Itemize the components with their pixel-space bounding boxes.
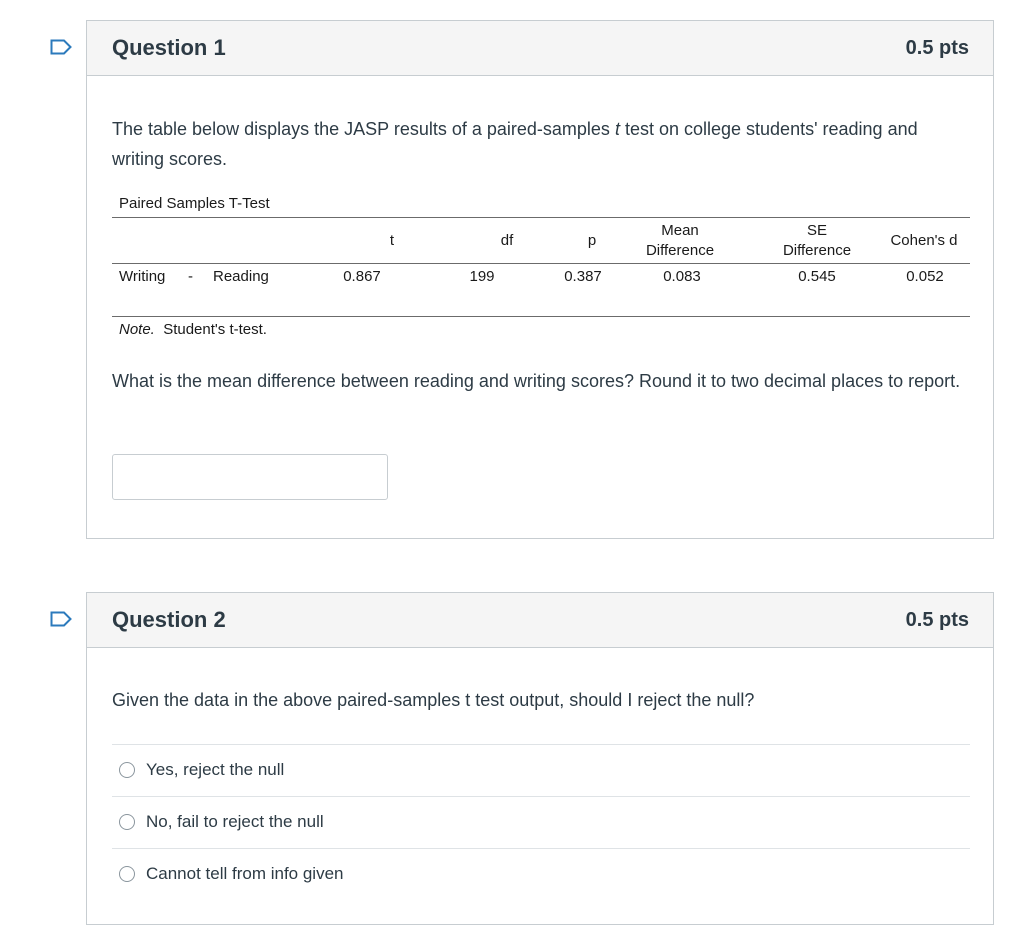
row-t-value: 0.867: [343, 268, 381, 285]
option-divider: [112, 848, 970, 849]
question-1-prompt: What is the mean difference between reading and writing scores? Round it to two decimal places to report.: [112, 371, 961, 391]
question-1-title: Question 1: [112, 35, 226, 60]
flag-question-icon[interactable]: [50, 39, 72, 55]
radio-button[interactable]: [119, 866, 135, 882]
row-variable-1: Writing: [119, 268, 166, 285]
question-1-text: The table below displays the JASP results of a paired-samples t test on college students' reading and writing scores.: [112, 119, 918, 169]
row-cohens-d: 0.052: [906, 268, 944, 285]
header-df: df: [500, 232, 514, 249]
row-separator: -: [188, 268, 193, 285]
question-2-header: [87, 593, 993, 648]
row-p-value: 0.387: [564, 268, 602, 285]
table-title: Paired Samples T-Test: [119, 195, 270, 212]
header-t: t: [389, 232, 395, 249]
radio-button[interactable]: [119, 762, 135, 778]
option-label: Cannot tell from info given: [146, 864, 344, 883]
table-top-rule: [112, 217, 970, 218]
flag-question-icon[interactable]: [50, 611, 72, 627]
row-mean-difference: 0.083: [663, 268, 701, 285]
row-se-difference: 0.545: [798, 268, 836, 285]
option-divider: [112, 796, 970, 797]
row-variable-2: Reading: [213, 268, 269, 285]
header-p: p: [587, 232, 597, 249]
question-1-card: [86, 20, 994, 539]
row-df-value: 199: [469, 268, 495, 285]
option-label: No, fail to reject the null: [146, 812, 324, 831]
answer-option-3[interactable]: [119, 864, 344, 884]
answer-option-2[interactable]: [119, 812, 324, 832]
question-1-points: 0.5 pts: [905, 36, 969, 59]
header-cohens-d: Cohen's d: [890, 232, 958, 249]
question-2-title: Question 2: [112, 607, 226, 632]
table-note: Note. Student's t-test.: [119, 321, 267, 338]
question-2-points: 0.5 pts: [905, 608, 969, 631]
answer-option-1[interactable]: [119, 760, 284, 780]
question-2-card: [86, 592, 994, 925]
question-1-header: [87, 21, 993, 76]
option-label: Yes, reject the null: [146, 760, 285, 779]
table-header-rule: [112, 263, 970, 264]
table-bottom-rule: [112, 316, 970, 317]
option-divider: [112, 744, 970, 745]
question-2-prompt: Given the data in the above paired-samples t test output, should I reject the null?: [112, 690, 755, 710]
radio-button[interactable]: [119, 814, 135, 830]
answer-input[interactable]: [112, 454, 388, 500]
header-mean-difference: Mean Difference: [645, 222, 715, 259]
header-se-difference: SE Difference: [782, 222, 852, 259]
